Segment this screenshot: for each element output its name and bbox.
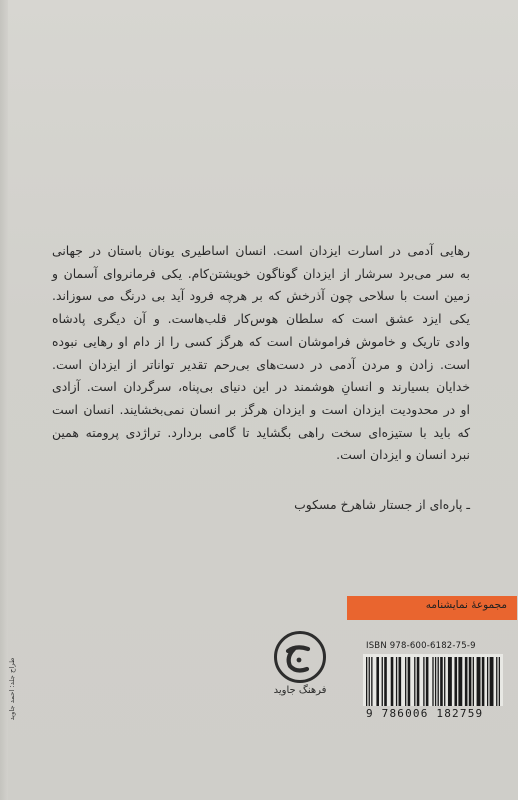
publisher-logo-icon <box>274 631 326 683</box>
barcode-bar <box>499 657 500 706</box>
barcode-bar <box>438 657 439 706</box>
blurb-text <box>52 240 470 467</box>
barcode-bar <box>405 657 406 706</box>
series-band <box>347 596 517 620</box>
designer-credit-text: طراح جلد: احمد جاوید <box>8 657 16 721</box>
blurb-line: یکی ایزد عشق است که سلطان هوس‌کار قلب‌هاست. و آن دیگری پادشاه <box>52 311 470 327</box>
barcode-bar <box>408 657 411 706</box>
blurb-line: وادی تاریک و خاموش فراموشان است که هرگز کسی را از دام او رهایی نبوده <box>52 333 470 349</box>
barcode-bar <box>426 657 429 706</box>
barcode-bar <box>414 657 415 706</box>
barcode-bar <box>465 657 468 706</box>
barcode-bar <box>440 657 443 706</box>
barcode-bar <box>366 657 367 706</box>
blurb-line: زمین است با سلاحی چون آذرخش که بر هرچه فرود آید بی درنگ می سوزاند. <box>52 288 470 304</box>
barcode-bar <box>435 657 436 706</box>
blurb-line: است. زادن و مردن آدمی در دست‌های بی‌رحم تقدیر تواناتر از ایزدان است. <box>52 356 470 372</box>
barcode-bar <box>496 657 497 706</box>
blurb-line: خدایان بسیارند و انسانِ هوشمند در این دنیای بی‌پناه، سرگردان است. آزادی <box>52 379 470 395</box>
barcode-icon <box>366 657 500 706</box>
barcode-bar <box>369 657 370 706</box>
barcode-bar <box>384 657 387 706</box>
barcode-bar <box>482 657 485 706</box>
barcode-bar <box>469 657 472 706</box>
blurb-line: که باید با ستیزه‌ای سخت راهی بگشاید تا گامی بردارد. تراژدی پرومته همین <box>52 424 470 440</box>
barcode-bar <box>490 657 494 706</box>
barcode-bar <box>391 657 394 706</box>
barcode-bar <box>423 657 424 706</box>
blurb-line: او در محدودیت ایزدان است و ایزدان هرگز بر انسان نمی‌بخشایند. انسان است <box>52 401 470 417</box>
barcode-bar <box>376 657 379 706</box>
attribution: ـ پاره‌ای از جستار شاهرخ مسکوب <box>294 497 470 512</box>
barcode-bar <box>473 657 474 706</box>
barcode-bar <box>432 657 433 706</box>
barcode-bar <box>371 657 372 706</box>
barcode-bar <box>417 657 420 706</box>
designer-credit <box>6 624 18 754</box>
blurb-line: نبرد انسان و ایزدان است. <box>336 447 470 463</box>
publisher-name: فرهنگ جاوید <box>273 685 327 696</box>
blurb-line: به سر می‌برد سرشار از ایزدان گوناگون خویشتن‌کام. یکی فرمانروای آسمان و <box>52 265 470 281</box>
barcode-bar <box>448 657 452 706</box>
barcode-bar <box>487 657 488 706</box>
isbn-number: ISBN 978-600-6182-75-9 <box>366 641 476 651</box>
barcode-bar <box>444 657 445 706</box>
barcode-bar <box>454 657 457 706</box>
blurb-line: رهایی آدمی در اسارت ایزدان است. انسان اساطیری یونان باستان در جهانی <box>52 243 470 258</box>
barcode-bar <box>396 657 397 706</box>
barcode-bar <box>382 657 383 706</box>
series-label: مجموعهٔ نمایشنامه <box>425 599 507 611</box>
barcode-bar <box>399 657 402 706</box>
barcode-digits: 9 786006 182759 <box>366 707 484 720</box>
barcode-bar <box>458 657 462 706</box>
barcode-bar <box>477 657 481 706</box>
